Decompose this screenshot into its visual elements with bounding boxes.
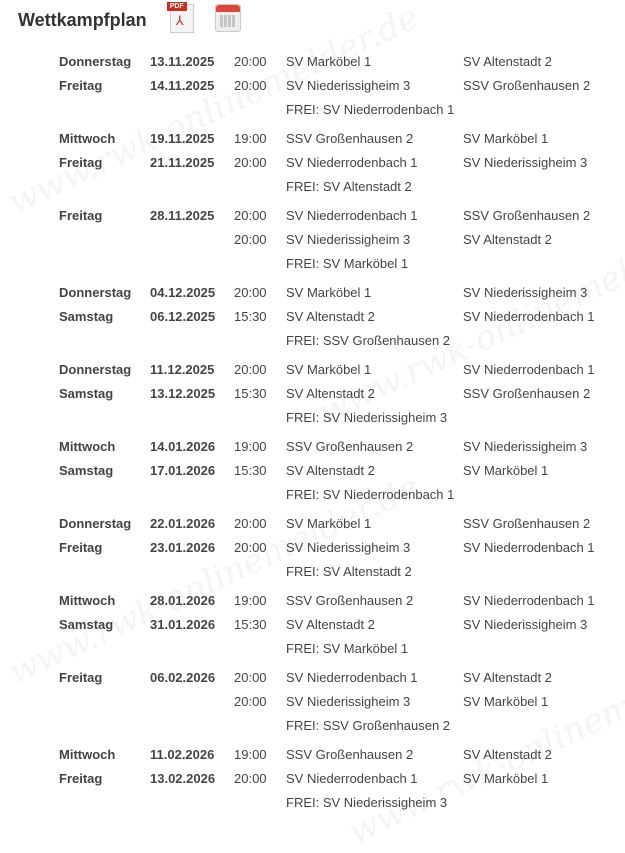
match-row bbox=[0, 206, 625, 230]
home-team: SSV Großenhausen 2 bbox=[286, 131, 414, 146]
match-weekday: Donnerstag bbox=[59, 362, 132, 377]
home-team: SV Altenstadt 2 bbox=[286, 463, 375, 478]
match-date: 13.02.2026 bbox=[150, 771, 216, 786]
match-time: 20:00 bbox=[234, 155, 267, 170]
match-date: 06.12.2025 bbox=[150, 309, 216, 324]
home-team: SV Niederrodenbach 1 bbox=[286, 208, 418, 223]
bye-row bbox=[0, 408, 625, 432]
home-team: SV Niederissigheim 3 bbox=[286, 540, 411, 555]
bye-team: FREI: SV Marköbel 1 bbox=[286, 256, 409, 271]
away-team: SV Marköbel 1 bbox=[463, 463, 549, 478]
match-time: 20:00 bbox=[234, 540, 267, 555]
home-team: SV Marköbel 1 bbox=[286, 516, 372, 531]
away-team: SV Niederissigheim 3 bbox=[463, 617, 588, 632]
away-team: SV Marköbel 1 bbox=[463, 694, 549, 709]
match-weekday: Freitag bbox=[59, 771, 103, 786]
match-time: 19:00 bbox=[234, 747, 267, 762]
match-date: 13.12.2025 bbox=[150, 386, 216, 401]
match-date: 14.01.2026 bbox=[150, 439, 216, 454]
match-time: 20:00 bbox=[234, 670, 267, 685]
away-team: SV Niederissigheim 3 bbox=[463, 285, 588, 300]
bye-row bbox=[0, 100, 625, 124]
home-team: SV Niederissigheim 3 bbox=[286, 78, 411, 93]
bye-row bbox=[0, 177, 625, 201]
match-date: 28.11.2025 bbox=[150, 208, 215, 223]
match-time: 15:30 bbox=[234, 617, 267, 632]
match-time: 15:30 bbox=[234, 309, 267, 324]
match-date: 13.11.2025 bbox=[150, 54, 215, 69]
match-row bbox=[0, 514, 625, 538]
match-date: 22.01.2026 bbox=[150, 516, 216, 531]
match-day-group bbox=[0, 437, 625, 509]
match-weekday: Samstag bbox=[59, 617, 114, 632]
match-date: 06.02.2026 bbox=[150, 670, 216, 685]
bye-team: FREI: SV Marköbel 1 bbox=[286, 641, 409, 656]
away-team: SV Niederissigheim 3 bbox=[463, 439, 588, 454]
calendar-icon[interactable] bbox=[215, 4, 241, 32]
match-date: 11.12.2025 bbox=[150, 362, 215, 377]
match-date: 11.02.2026 bbox=[150, 747, 215, 762]
away-team: SSV Großenhausen 2 bbox=[463, 78, 591, 93]
bye-team: FREI: SSV Großenhausen 2 bbox=[286, 333, 451, 348]
match-date: 21.11.2025 bbox=[150, 155, 215, 170]
match-weekday: Freitag bbox=[59, 78, 103, 93]
match-weekday: Samstag bbox=[59, 463, 114, 478]
match-time: 20:00 bbox=[234, 232, 267, 247]
home-team: SV Marköbel 1 bbox=[286, 362, 372, 377]
match-date: 31.01.2026 bbox=[150, 617, 216, 632]
away-team: SV Niederrodenbach 1 bbox=[463, 309, 595, 324]
match-date: 04.12.2025 bbox=[150, 285, 216, 300]
match-row bbox=[0, 538, 625, 562]
match-day-group bbox=[0, 360, 625, 432]
bye-team: FREI: SSV Großenhausen 2 bbox=[286, 718, 451, 733]
bye-team: FREI: SV Niederrodenbach 1 bbox=[286, 102, 455, 117]
away-team: SV Altenstadt 2 bbox=[463, 232, 552, 247]
match-weekday: Donnerstag bbox=[59, 516, 132, 531]
match-day-group bbox=[0, 591, 625, 663]
bye-row bbox=[0, 562, 625, 586]
match-weekday: Mittwoch bbox=[59, 593, 116, 608]
match-row bbox=[0, 668, 625, 692]
home-team: SSV Großenhausen 2 bbox=[286, 747, 414, 762]
match-weekday: Samstag bbox=[59, 309, 114, 324]
match-row bbox=[0, 769, 625, 793]
match-day-group bbox=[0, 52, 625, 124]
away-team: SV Marköbel 1 bbox=[463, 771, 549, 786]
bye-row bbox=[0, 331, 625, 355]
away-team: SV Niederissigheim 3 bbox=[463, 155, 588, 170]
bye-row bbox=[0, 793, 625, 817]
match-time: 19:00 bbox=[234, 131, 267, 146]
schedule bbox=[0, 52, 625, 822]
match-day-group bbox=[0, 206, 625, 278]
match-time: 20:00 bbox=[234, 208, 267, 223]
match-row bbox=[0, 307, 625, 331]
match-weekday: Freitag bbox=[59, 155, 103, 170]
match-row bbox=[0, 745, 625, 769]
away-team: SSV Großenhausen 2 bbox=[463, 516, 591, 531]
match-weekday: Mittwoch bbox=[59, 747, 116, 762]
match-row bbox=[0, 52, 625, 76]
match-row bbox=[0, 230, 625, 254]
home-team: SV Altenstadt 2 bbox=[286, 309, 375, 324]
match-row bbox=[0, 153, 625, 177]
match-day-group bbox=[0, 668, 625, 740]
away-team: SV Marköbel 1 bbox=[463, 131, 549, 146]
match-weekday: Samstag bbox=[59, 386, 114, 401]
match-row bbox=[0, 591, 625, 615]
match-row bbox=[0, 437, 625, 461]
match-row bbox=[0, 615, 625, 639]
bye-row bbox=[0, 254, 625, 278]
match-day-group bbox=[0, 283, 625, 355]
bye-row bbox=[0, 716, 625, 740]
away-team: SSV Großenhausen 2 bbox=[463, 386, 591, 401]
match-weekday: Donnerstag bbox=[59, 285, 132, 300]
home-team: SV Altenstadt 2 bbox=[286, 617, 375, 632]
bye-team: FREI: SV Niederrodenbach 1 bbox=[286, 487, 455, 502]
match-time: 20:00 bbox=[234, 516, 267, 531]
bye-team: FREI: SV Niederissigheim 3 bbox=[286, 795, 448, 810]
home-team: SV Marköbel 1 bbox=[286, 285, 372, 300]
match-row bbox=[0, 129, 625, 153]
match-time: 20:00 bbox=[234, 771, 267, 786]
match-row bbox=[0, 461, 625, 485]
home-team: SV Niederrodenbach 1 bbox=[286, 771, 418, 786]
home-team: SV Niederrodenbach 1 bbox=[286, 670, 418, 685]
match-weekday: Freitag bbox=[59, 208, 103, 223]
match-time: 19:00 bbox=[234, 439, 267, 454]
match-time: 20:00 bbox=[234, 362, 267, 377]
match-date: 19.11.2025 bbox=[150, 131, 215, 146]
match-row bbox=[0, 384, 625, 408]
match-time: 20:00 bbox=[234, 285, 267, 300]
home-team: SSV Großenhausen 2 bbox=[286, 439, 414, 454]
match-weekday: Mittwoch bbox=[59, 131, 116, 146]
match-time: 20:00 bbox=[234, 54, 267, 69]
match-row bbox=[0, 76, 625, 100]
away-team: SV Altenstadt 2 bbox=[463, 670, 552, 685]
match-row bbox=[0, 283, 625, 307]
away-team: SV Niederrodenbach 1 bbox=[463, 540, 595, 555]
bye-row bbox=[0, 485, 625, 509]
away-team: SV Niederrodenbach 1 bbox=[463, 362, 595, 377]
match-date: 23.01.2026 bbox=[150, 540, 216, 555]
home-team: SV Niederrodenbach 1 bbox=[286, 155, 418, 170]
away-team: SV Niederrodenbach 1 bbox=[463, 593, 595, 608]
match-time: 15:30 bbox=[234, 463, 267, 478]
pdf-icon[interactable]: PDF ⅄ bbox=[167, 2, 193, 32]
match-weekday: Freitag bbox=[59, 670, 103, 685]
match-time: 20:00 bbox=[234, 78, 267, 93]
home-team: SV Altenstadt 2 bbox=[286, 386, 375, 401]
match-weekday: Mittwoch bbox=[59, 439, 116, 454]
match-row bbox=[0, 692, 625, 716]
match-day-group bbox=[0, 514, 625, 586]
away-team: SV Altenstadt 2 bbox=[463, 54, 552, 69]
bye-team: FREI: SV Niederissigheim 3 bbox=[286, 410, 448, 425]
match-time: 19:00 bbox=[234, 593, 267, 608]
home-team: SV Niederissigheim 3 bbox=[286, 694, 411, 709]
match-date: 17.01.2026 bbox=[150, 463, 216, 478]
match-date: 28.01.2026 bbox=[150, 593, 216, 608]
bye-team: FREI: SV Altenstadt 2 bbox=[286, 564, 412, 579]
home-team: SSV Großenhausen 2 bbox=[286, 593, 414, 608]
home-team: SV Marköbel 1 bbox=[286, 54, 372, 69]
match-weekday: Donnerstag bbox=[59, 54, 132, 69]
match-weekday: Freitag bbox=[59, 540, 103, 555]
header bbox=[18, 3, 241, 32]
page-title: Wettkampfplan bbox=[18, 9, 147, 30]
match-time: 15:30 bbox=[234, 386, 267, 401]
match-time: 20:00 bbox=[234, 694, 267, 709]
home-team: SV Niederissigheim 3 bbox=[286, 232, 411, 247]
match-date: 14.11.2025 bbox=[150, 78, 215, 93]
match-day-group bbox=[0, 745, 625, 817]
away-team: SSV Großenhausen 2 bbox=[463, 208, 591, 223]
bye-row bbox=[0, 639, 625, 663]
bye-team: FREI: SV Altenstadt 2 bbox=[286, 179, 412, 194]
match-day-group bbox=[0, 129, 625, 201]
away-team: SV Altenstadt 2 bbox=[463, 747, 552, 762]
match-row bbox=[0, 360, 625, 384]
